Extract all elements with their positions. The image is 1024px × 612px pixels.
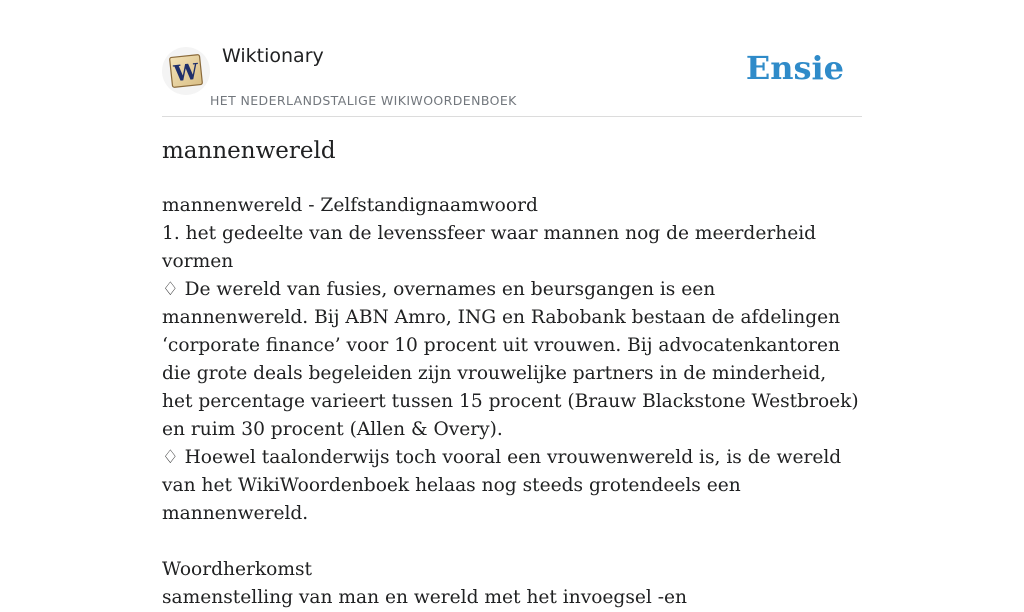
- example-sentence: ♢ Hoewel taalonderwijs toch vooral een vrouwenwereld is, is de wereld van het WikiWoordenboek helaas nog steeds grotendeels een mannenwereld.: [162, 447, 842, 524]
- logo-tile-icon: [166, 51, 206, 91]
- site-name-link[interactable]: Wiktionary: [222, 45, 324, 67]
- entry-title: mannenwereld: [162, 138, 336, 164]
- site-tagline: HET NEDERLANDSTALIGE WIKIWOORDENBOEK: [210, 93, 517, 108]
- spacer: [162, 528, 862, 556]
- definition-line: 1. het gedeelte van de levenssfeer waar mannen nog de meerderheid vormen: [162, 223, 817, 272]
- part-of-speech-line: mannenwereld - Zelfstandignaamwoord: [162, 195, 538, 216]
- wiktionary-logo-icon[interactable]: [162, 47, 210, 95]
- example-sentence: ♢ De wereld van fusies, overnames en beursgangen is een mannenwereld. Bij ABN Amro, ING en Rabobank bestaan de afdelingen ‘corporate finance’ voor 10 procent uit vrouwen. Bij advocatenkantoren die grote deals begeleiden zijn vrouwelijke partners in de minderheid, het percentage varieert tussen 15 procent (Brauw Blackstone Westbroek) en ruim 30 procent (Allen & Overy).: [162, 279, 859, 440]
- page-container: [162, 0, 862, 608]
- ensie-brand-link[interactable]: Ensie: [745, 49, 844, 87]
- etymology-text: samenstelling van man en wereld met het invoegsel -en: [162, 587, 687, 608]
- entry-content: [162, 192, 862, 612]
- etymology-heading: Woordherkomst: [162, 559, 313, 580]
- logo-letter: W: [172, 58, 200, 88]
- site-header: [162, 0, 862, 117]
